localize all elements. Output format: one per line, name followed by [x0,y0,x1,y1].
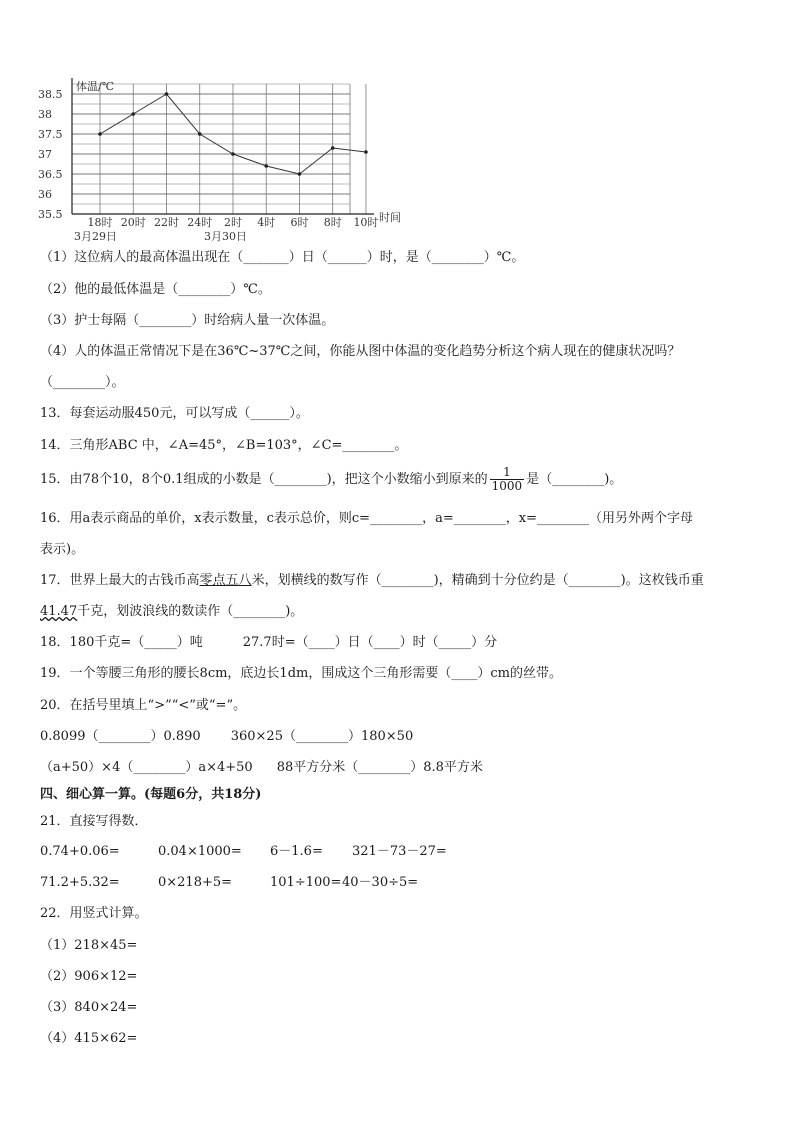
data-point [364,150,368,154]
q21-calc-5: 71.2+5.32= [40,875,120,890]
question-15 [40,466,622,493]
y-tick-label: 36.5 [38,168,63,181]
q18-part-b: 27.7时=（____）日（____）时（_____）分 [242,635,498,650]
q20-item-3: （a+50）×4（________）a×4+50 [40,760,253,775]
x-tick-label: 24时 [187,216,213,229]
q21-calc-4: 321－73－27= [352,844,447,859]
q17-underlined-number: 零点五八 [199,573,252,588]
question-14: 14．三角形ABC 中，∠A=45°，∠B=103°，∠C=________。 [40,438,408,453]
x-axis-label: 时间 [379,211,401,224]
q21-calc-1: 0.74+0.06= [40,844,120,859]
q17-text-a1: 17．世界上最大的古钱币高 [40,573,200,588]
y-tick-label: 37 [38,148,52,161]
q22-item-1: （1）218×45= [40,938,138,953]
x-tick-label: 8时 [323,216,342,229]
x-tick-label: 22时 [153,216,179,229]
y-tick-label: 36 [38,188,52,201]
y-tick-label: 37.5 [38,128,63,141]
data-point [165,92,169,96]
y-tick-label: 35.5 [38,208,63,221]
data-point [231,152,235,156]
data-point [98,132,102,136]
q20-item-1: 0.8099（________）0.890 [40,729,201,744]
temperature-chart [36,76,416,246]
x-tick-label: 18时 [87,216,113,229]
date-label-march-30: 3月30日 [204,230,247,243]
q17-text-a3: 米，划横线的数写作（________)，精确到十分位约是（________)。这枚钱币重 [251,573,704,588]
question-22-title: 22．用竖式计算。 [40,906,148,921]
y-tick-label: 38.5 [38,88,63,101]
q12-part4: （4）人的体温正常情况下是在36℃~37℃之间，你能从图中体温的变化趋势分析这个病人现在的健康状况吗？ [40,344,681,359]
question-16: 16．用a表示商品的单价，x表示数量，c表示总价，则c=________，a=________，x=________（用另外两个字母 [40,511,693,526]
q22-item-4: （4）415×62= [40,1031,138,1046]
x-tick-label: 2时 [223,216,242,229]
q21-calc-3: 6－1.6= [270,844,323,859]
data-point [331,146,335,150]
y-axis-label: 体温/℃ [76,80,115,93]
q15-text-b: 是（________)。 [526,472,623,487]
x-tick-label: 20时 [120,216,146,229]
q18-part-a: 18．180千克=（_____）吨 [40,635,203,650]
question-17 [40,572,704,590]
q12-part4-answer: （________）。 [40,375,125,390]
question-20-title: 20．在括号里填上“>”“<”或“=”。 [40,698,247,713]
question-21-title: 21．直接写得数． [40,814,148,829]
x-tick-label: 4时 [257,216,276,229]
fraction-denominator: 1000 [491,479,523,493]
q21-calc-7: 101÷100= [270,875,342,890]
question-20-row1 [40,728,413,746]
q21-calc-8: 40－30÷5= [342,875,419,890]
q22-item-3: （3）840×24= [40,1000,138,1015]
q22-item-2: （2）906×12= [40,969,138,984]
question-21-row1 [40,843,447,861]
q20-item-2: 360×25（________）180×50 [230,729,414,744]
question-13: 13．每套运动服450元，可以写成（______）。 [40,406,309,421]
data-point [298,172,302,176]
q21-calc-6: 0×218+5= [158,875,233,890]
q12-part1: （1）这位病人的最高体温出现在（_______）日（______）时，是（________）℃。 [40,250,525,265]
question-20-row2 [40,759,483,777]
fraction-numerator: 1 [490,466,525,480]
question-18 [40,634,497,652]
fraction-one-thousandth [490,466,525,493]
question-16-cont: 表示)。 [40,542,85,557]
temperature-line-chart [36,76,416,246]
x-tick-label: 6时 [290,216,309,229]
question-21-row2 [40,874,418,892]
data-point [131,112,135,116]
x-tick-label: 10时 [353,216,379,229]
question-19: 19．一个等腰三角形的腰长8cm，底边长1dm，围成这个三角形需要（____）cm的丝带。 [40,666,562,681]
date-label-march-29: 3月29日 [74,230,117,243]
y-tick-label: 38 [38,108,52,121]
q17-text-b2: 千克，划波浪线的数读作（________)。 [77,604,304,619]
question-17-cont [40,603,303,621]
data-point [198,132,202,136]
section-4-heading: 四、细心算一算。(每题6分，共18分) [40,787,262,802]
q21-calc-2: 0.04×1000= [158,844,242,859]
q20-item-4: 88平方分米（________）8.8平方米 [276,760,483,775]
q15-text-a: 15．由78个10，8个0.1组成的小数是（________)，把这个小数缩小到原来的 [40,472,488,487]
q12-part2: （2）他的最低体温是（________）℃。 [40,282,271,297]
data-point [264,164,268,168]
q12-part3: （3）护士每隔（________）时给病人量一次体温。 [40,313,335,328]
q17-wavy-number: 41.47 [40,604,78,619]
